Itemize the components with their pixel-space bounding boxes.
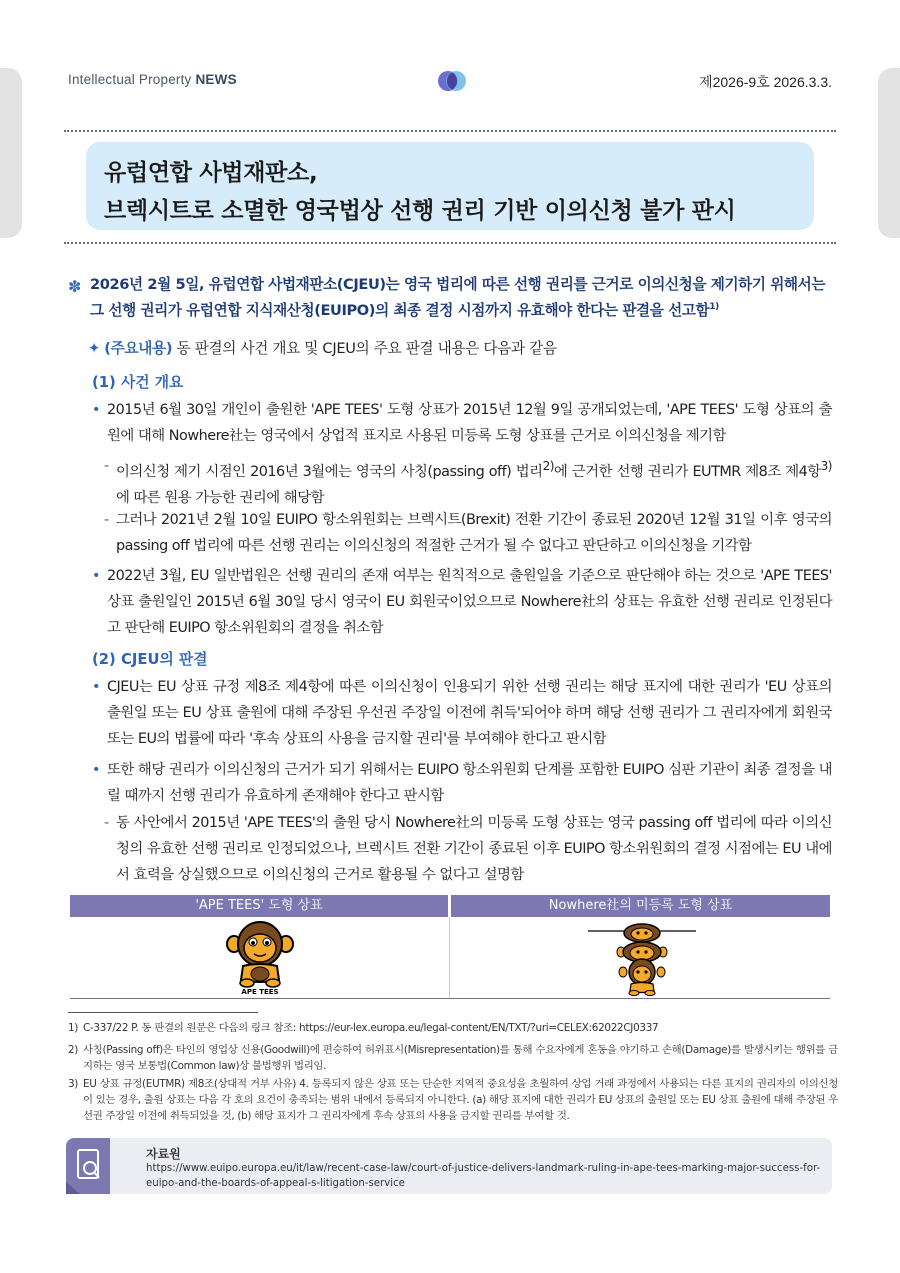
summary-label: (주요내용)	[104, 340, 173, 357]
dot-bullet-icon: •	[92, 679, 100, 695]
summary-text: 동 판결의 사건 개요 및 CJEU의 주요 판결 내용은 다음과 같음	[172, 340, 557, 357]
dash-bullet-icon: -	[104, 512, 109, 528]
title-line-2: 브렉시트로 소멸한 영국법상 선행 권리 기반 이의신청 불가 판시	[104, 198, 736, 224]
title-box	[64, 130, 836, 244]
footnote-number: 3)	[68, 1078, 79, 1090]
bullet-text: 2015년 6월 30일 개인이 출원한 'APE TEES' 도형 상표가 2015년 12월 9일 공개되었는데, 'APE TEES' 도형 상표의 출원에 대해 Nowhere社는 영국에서 상업적 표지로 사용된 미등록 도형 상표를 근거로 이의신청을 제기함	[107, 402, 832, 444]
footnote-ref-3: 3)	[820, 459, 832, 473]
bullet-text: 2022년 3월, EU 일반법원은 선행 권리의 존재 여부는 원칙적으로 출원일을 기준으로 판단해야 하는 것으로 'APE TEES' 상표 출원일인 2015년 6월 30일 당시 영국이 EU 회원국이었으므로 Nowhere社의 상표는 유효한 선행 권리로 인정된다고 판단해 EUIPO 항소위원회의 결정을 취소함	[107, 568, 832, 636]
right-side-tab	[878, 68, 900, 238]
dash-bullet-icon: -	[104, 458, 109, 474]
dot-bullet-icon: •	[92, 762, 100, 778]
section-2-heading: (2) CJEU의 판결	[92, 651, 208, 668]
dash-text	[116, 453, 832, 511]
source-label: 자료원	[146, 1147, 181, 1161]
footnote-text: EU 상표 규정(EUTMR) 제8조(상대적 거부 사유) 4. 등록되지 않은 상표 또는 단순한 지역적 중요성을 초월하여 상업 거래 과정에서 사용되는 다른 표지의 권리자의 이의신청이 있는 경우, 출원 상표는 다음 각 호의 요건이 충족되는 범위 내에서 등록되지 아니한다. (a) 해당 표지에 대한 권리가 EU 상표의 출원일 또는 EU 상표 출원에 대해 주장된 우선권 주장일 이전에 취득되었을 것, (b) 해당 표지가 그 권리자에게 후속 상표의 사용을 금지할 권리를 부여할 것.	[83, 1078, 838, 1122]
document-search-icon	[66, 1138, 110, 1194]
source-url[interactable]: https://www.euipo.europa.eu/it/law/recent-case-law/court-of-justice-delivers-landmark-ruling-in-ape-tees-marking-major-success-for-euipo-and-the-boards-of-appeal-s-litigation-service	[146, 1163, 821, 1189]
section-1-heading: (1) 사건 개요	[92, 374, 184, 391]
dash-bullet-icon: -	[104, 815, 109, 831]
page-header	[68, 70, 832, 94]
table-header-ape-tees: 'APE TEES' 도형 상표	[70, 895, 448, 917]
footnote-number: 1)	[68, 1022, 79, 1034]
ape-tees-trademark-image	[225, 920, 295, 996]
title-line-1: 유럽연합 사법재판소,	[104, 160, 318, 186]
dash-text: 그러나 2021년 2월 10일 EUIPO 항소위원회는 브렉시트(Brexit) 전환 기간이 종료된 2020년 12월 31일 이후 영국의 passing off 법리에 따른 선행 권리는 이의신청의 적절한 근거가 될 수 없다고 판단하고 이의신청을 기각함	[116, 512, 832, 554]
dot-bullet-icon: •	[92, 568, 100, 584]
footnote-ref-1: 1)	[709, 302, 719, 313]
bullet-text: 또한 해당 권리가 이의신청의 근거가 되기 위해서는 EUIPO 항소위원회 단계를 포함한 EUIPO 심판 기관이 최종 결정을 내릴 때까지 선행 권리가 유효하게 존재해야 한다고 판시함	[107, 762, 832, 804]
left-side-tab	[0, 68, 22, 238]
bullet-text: CJEU는 EU 상표 규정 제8조 제4항에 따른 이의신청이 인용되기 위한 선행 권리는 해당 표지에 대한 권리가 'EU 상표의 출원일 또는 EU 상표 출원에 대해 주장된 우선권 주장일 이전에 취득'되어야 하며 해당 선행 권리가 그 권리자에게 회원국 또는 EU의 법률에 따라 '후속 상표의 사용을 금지할 권리'를 부여해야 한다고 판시함	[107, 679, 832, 747]
dash-text-c: 에 따른 원용 가능한 권리에 해당함	[116, 489, 324, 506]
footnote-separator	[68, 1012, 258, 1013]
table-header-nowhere: Nowhere社의 미등록 도형 상표	[451, 895, 830, 917]
footnote-ref-2: 2)	[542, 459, 554, 473]
table-divider	[449, 917, 450, 999]
asterisk-bullet-icon: ✽	[68, 277, 82, 296]
footnote-text: C-337/22 P. 동 판결의 원문은 다음의 링크 참조: https://eur-lex.europa.eu/legal-content/EN/TXT/?uri=CELEX:62022CJ0337	[83, 1022, 659, 1034]
brand-prefix: Intellectual Property	[68, 72, 196, 87]
diamond-bullet-icon: ✦	[88, 340, 100, 357]
footnote-text: 사칭(Passing off)은 타인의 영업상 신용(Goodwill)에 편승하여 허위표시(Misrepresentation)를 통해 수요자에게 혼동을 야기하고 손해(Damage)를 발생시키는 행위를 금지하는 영국 보통법(Common law)상 불법행위 법리임.	[83, 1044, 838, 1072]
dash-text-b: 에 근거한 선행 권리가 EUTMR 제8조 제4항	[553, 463, 821, 480]
lead-text	[90, 272, 840, 324]
trademark-comparison-table	[70, 895, 830, 999]
brand-bold: NEWS	[195, 72, 237, 87]
issue-number-date: 제2026-9호 2026.3.3.	[699, 74, 832, 90]
newsletter-logo-icon	[434, 70, 470, 92]
brand-label	[68, 72, 237, 87]
footnote-number: 2)	[68, 1044, 79, 1056]
dot-bullet-icon: •	[92, 402, 100, 418]
dash-text-a: 이의신청 제기 시점인 2016년 3월에는 영국의 사칭(passing off) 법리	[116, 463, 543, 480]
nowhere-trademark-image	[588, 921, 696, 996]
lead-body: 2026년 2월 5일, 유럽연합 사법재판소(CJEU)는 영국 법리에 따른 선행 권리를 근거로 이의신청을 제기하기 위해서는 그 선행 권리가 유럽연합 지식재산청(EUIPO)의 최종 결정 시점까지 유효해야 한다는 판결을 선고함	[90, 276, 826, 319]
table-bottom-rule	[70, 998, 830, 999]
ape-tees-logo-text: APE TEES	[241, 988, 279, 996]
source-box	[66, 1138, 832, 1194]
title-background	[86, 142, 814, 230]
summary-line	[88, 337, 557, 358]
dash-text: 동 사안에서 2015년 'APE TEES'의 출원 당시 Nowhere社의 미등록 도형 상표는 영국 passing off 법리에 따라 이의신청의 유효한 선행 권리로 인정되었으나, 브렉시트 전환 기간이 종료된 이후 EUIPO 항소위원회의 결정 시점에는 EU 내에서 효력을 상실했으므로 이의신청의 근거로 활용될 수 없다고 설명함	[116, 815, 832, 883]
source-icon-panel	[66, 1138, 110, 1194]
